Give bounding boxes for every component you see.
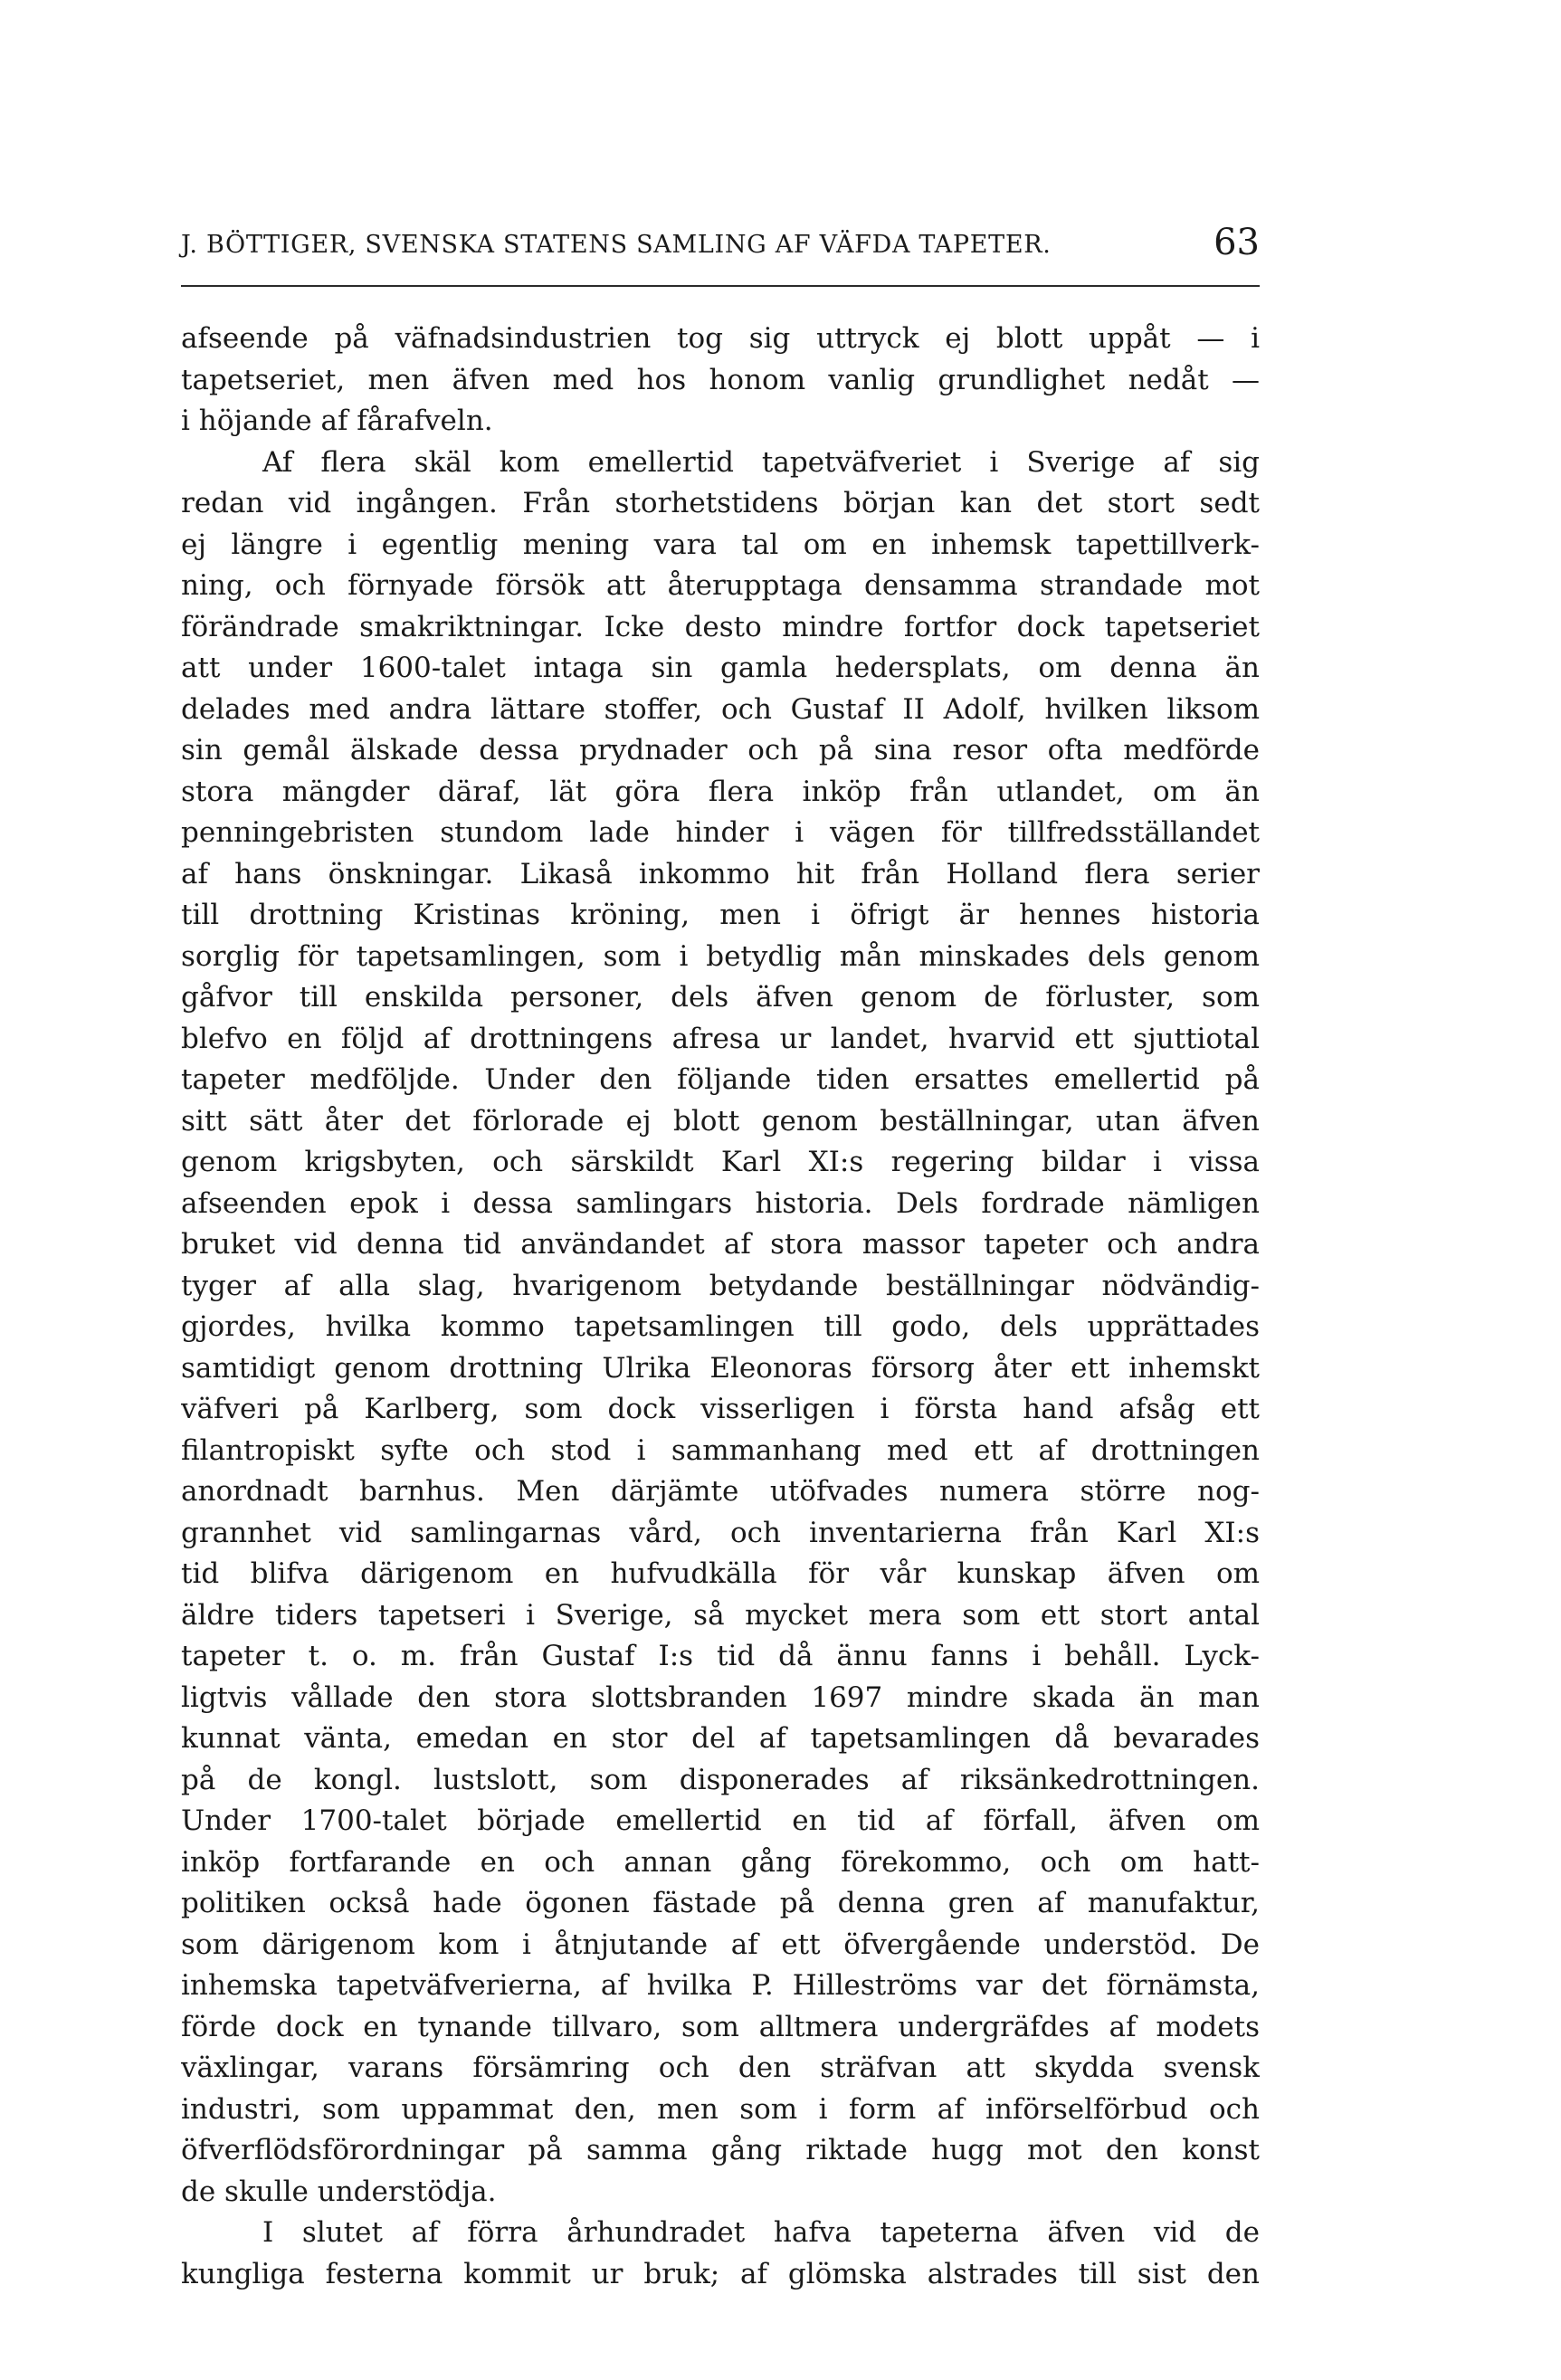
text-line: att under 1600-talet intaga sin gamla hedersplats, om denna än bbox=[181, 652, 1260, 684]
text-line: anordnadt barnhus. Men därjämte utöfvades numera större nog- bbox=[181, 1475, 1260, 1508]
text-line: afseende på väfnadsindustrien tog sig uttryck ej blott uppåt — i bbox=[181, 322, 1260, 355]
text-line: delades med andra lättare stoffer, och Gustaf II Adolf, hvilken liksom bbox=[181, 692, 1260, 726]
text-line: gåfvor till enskilda personer, dels äfven genom de förluster, som bbox=[181, 981, 1260, 1014]
text-line: gjordes, hvilka kommo tapetsamlingen till godo, dels upprättades bbox=[181, 1310, 1260, 1343]
text-line: tapeter medföljde. Under den följande tiden ersattes emellertid på bbox=[181, 1063, 1260, 1096]
text-line: tapeter t. o. m. från Gustaf I:s tid då ännu fanns i behåll. Lyck- bbox=[181, 1640, 1260, 1672]
text-line: som därigenom kom i åtnjutande af ett öfvergående understöd. De bbox=[181, 1928, 1260, 1961]
text-line: förde dock en tynande tillvaro, som alltmera undergräfdes af modets bbox=[181, 2010, 1260, 2043]
running-head: J. BÖTTIGER, SVENSKA STATENS SAMLING AF VÄFDA TAPETER. bbox=[181, 231, 1052, 259]
text-line: Under 1700-talet började emellertid en tid af förfall, äfven om bbox=[181, 1804, 1260, 1837]
text-line: grannhet vid samlingarnas vård, och inventarierna från Karl XI:s bbox=[181, 1516, 1260, 1549]
text-line: tid blifva därigenom en hufvudkälla för vår kunskap äfven om bbox=[181, 1557, 1260, 1590]
text-line: bruket vid denna tid användandet af stora massor tapeter och andra bbox=[181, 1228, 1260, 1261]
text-line: på de kongl. lustslott, som disponerades af riksänkedrottningen. bbox=[181, 1763, 1260, 1796]
text-line: filantropiskt syfte och stod i sammanhang med ett af drottningen bbox=[181, 1433, 1260, 1467]
text-line: industri, som uppammat den, men som i form af införselförbud och bbox=[181, 2092, 1260, 2126]
text-line: kunnat vänta, emedan en stor del af tapetsamlingen då bevarades bbox=[181, 1722, 1260, 1755]
text-line: tapetseriet, men äfven med hos honom vanlig grundlighet nedåt — bbox=[181, 363, 1260, 396]
text-line: redan vid ingången. Från storhetstidens början kan det stort sedt bbox=[181, 487, 1260, 519]
text-line: sin gemål älskade dessa prydnader och på sina resor ofta medförde bbox=[181, 734, 1260, 766]
text-line: de skulle understödja. bbox=[181, 2175, 497, 2208]
page-number: 63 bbox=[1214, 222, 1260, 263]
text-line: väfveri på Karlberg, som dock visserligen i första hand afsåg ett bbox=[181, 1393, 1260, 1425]
text-line: ligtvis vållade den stora slottsbranden 1697 mindre skada än man bbox=[181, 1680, 1260, 1714]
text-line: förändrade smakriktningar. Icke desto mindre fortfor dock tapetseriet bbox=[181, 610, 1260, 643]
text-line: blefvo en följd af drottningens afresa ur landet, hvarvid ett sjuttiotal bbox=[181, 1022, 1260, 1055]
text-line: Af flera skäl kom emellertid tapetväfveriet i Sverige af sig bbox=[262, 445, 1260, 479]
paragraph-3 bbox=[181, 2213, 1260, 2295]
text-line: ning, och förnyade försök att återupptaga densamma strandade mot bbox=[181, 569, 1260, 602]
text-line: samtidigt genom drottning Ulrika Eleonoras försorg åter ett inhemskt bbox=[181, 1351, 1260, 1385]
text-line: I slutet af förra århundradet hafva tapeterna äfven vid de bbox=[262, 2216, 1260, 2249]
text-line: tyger af alla slag, hvarigenom betydande beställningar nödvändig- bbox=[181, 1269, 1260, 1302]
text-line: inköp fortfarande en och annan gång förekommo, och om hatt- bbox=[181, 1845, 1260, 1879]
text-body bbox=[181, 319, 1260, 2295]
text-line: inhemska tapetväfverierna, af hvilka P. Hilleströms var det förnämsta, bbox=[181, 1969, 1260, 2002]
text-line: äldre tiders tapetseri i Sverige, så mycket mera som ett stort antal bbox=[181, 1598, 1260, 1632]
paragraph-1 bbox=[181, 319, 1260, 443]
text-line: i höjande af fårafveln. bbox=[181, 405, 493, 437]
text-line: afseenden epok i dessa samlingars historia. Dels fordrade nämligen bbox=[181, 1186, 1260, 1220]
text-line: sorglig för tapetsamlingen, som i betydlig mån minskades dels genom bbox=[181, 939, 1260, 973]
text-line: kungliga festerna kommit ur bruk; af glömska alstrades till sist den bbox=[181, 2257, 1260, 2290]
text-line: växlingar, varans försämring och den sträfvan att skydda svensk bbox=[181, 2052, 1260, 2084]
text-line: politiken också hade ögonen fästade på denna gren af manufaktur, bbox=[181, 1887, 1260, 1919]
page-header bbox=[181, 222, 1260, 287]
text-line: af hans önskningar. Likaså inkommo hit från Holland flera serier bbox=[181, 857, 1260, 890]
paragraph-2 bbox=[181, 443, 1260, 2213]
text-line: genom krigsbyten, och särskildt Karl XI:s regering bildar i vissa bbox=[181, 1146, 1260, 1178]
text-line: ej längre i egentlig mening vara tal om en inhemsk tapettillverk- bbox=[181, 528, 1260, 561]
text-line: penningebristen stundom lade hinder i vägen för tillfredsställandet bbox=[181, 816, 1260, 849]
text-line: öfverflödsförordningar på samma gång riktade hugg mot den konst bbox=[181, 2134, 1260, 2166]
text-line: sitt sätt åter det förlorade ej blott genom beställningar, utan äfven bbox=[181, 1104, 1260, 1138]
text-line: till drottning Kristinas kröning, men i öfrigt är hennes historia bbox=[181, 899, 1260, 931]
text-line: stora mängder däraf, lät göra flera inköp från utlandet, om än bbox=[181, 775, 1260, 808]
